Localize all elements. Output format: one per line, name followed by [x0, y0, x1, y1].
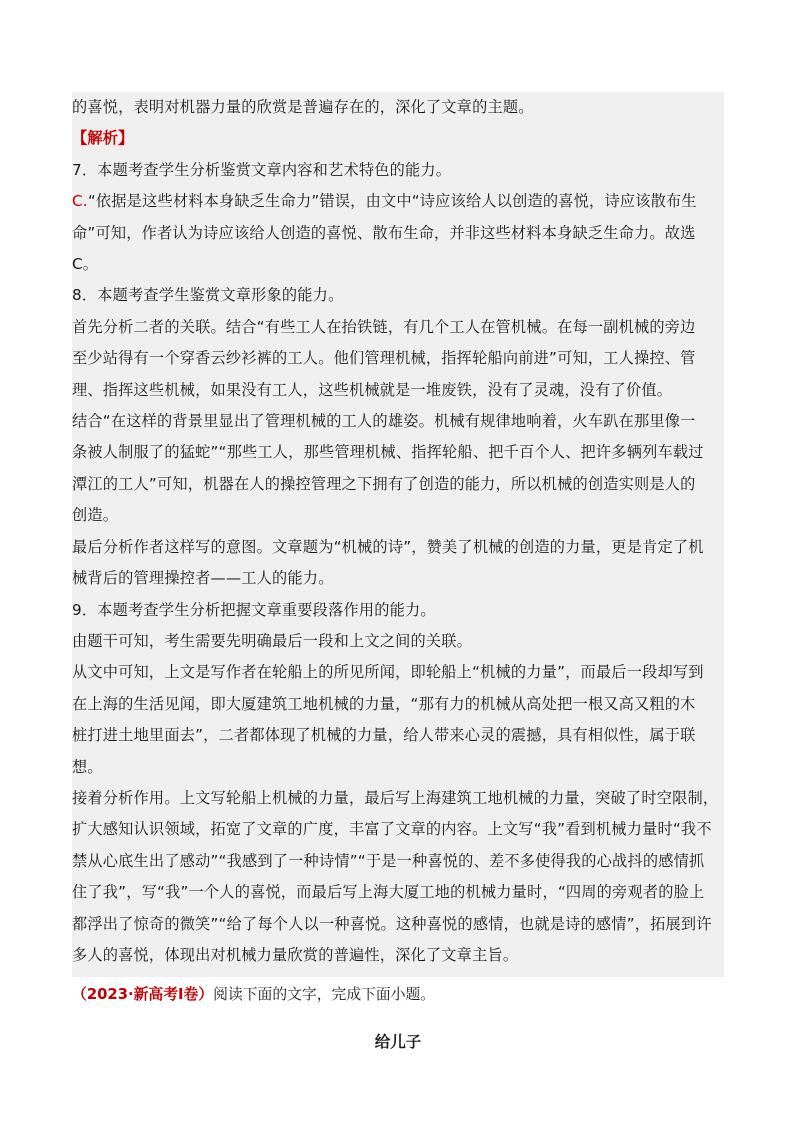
text-line	[72, 752, 724, 783]
source-exam: 新高考Ⅰ卷	[133, 986, 199, 1004]
source-open-paren: （	[72, 986, 87, 1004]
text-segment: 在上海的生活见闻，即大厦建筑工地机械的力量，“那有力的机械从高处把一根又高又粗的木	[72, 694, 696, 713]
text-line	[72, 406, 724, 437]
text-line	[72, 940, 724, 971]
text-segment: C.	[72, 192, 88, 211]
text-segment: 至少站得有一个穿香云纱衫裤的工人。他们管理机械，指挥轮船向前进”可知，工人操控、管	[72, 349, 696, 368]
text-segment: 理、指挥这些机械，如果没有工人，这些机械就是一堆废铁，没有了灵魂，没有了价值。	[72, 380, 673, 399]
source-year: 2023	[86, 986, 128, 1004]
text-segment: 扩大感知认识领域，拓宽了文章的广度，丰富了文章的内容。上文写“我”看到机械力量时“我不	[72, 820, 712, 839]
text-line	[72, 657, 724, 688]
answer-analysis-block	[72, 92, 724, 977]
text-line	[72, 437, 724, 468]
text-line	[72, 877, 724, 908]
text-segment: 都浮出了惊奇的微笑”“给了每个人以一种喜悦。这种喜悦的感情，也就是诗的感情”，拓展到许	[72, 914, 712, 933]
text-line	[72, 186, 724, 217]
text-line	[72, 814, 724, 845]
text-segment: 8．本题考查学生鉴赏文章形象的能力。	[72, 286, 344, 305]
text-line	[72, 249, 724, 280]
text-segment: “依据是这些材料本身缺乏生命力”错误，由文中“诗应该给人以创造的喜悦，诗应该散布生	[87, 192, 697, 211]
text-line	[72, 343, 724, 374]
text-segment: 【解析】	[72, 129, 134, 148]
text-segment: 9．本题考查学生分析把握文章重要段落作用的能力。	[72, 600, 436, 619]
text-line	[72, 123, 724, 154]
source-dot: ·	[128, 986, 134, 1004]
text-segment: 多人的喜悦，体现出对机械力量欣赏的普遍性，深化了文章主旨。	[72, 945, 519, 964]
text-segment: 命”可知，作者认为诗应该给人创造的喜悦、散布生命，并非这些材料本身缺乏生命力。故选	[72, 223, 696, 242]
text-segment: 禁从心底生出了感动”“我感到了一种诗情”“于是一种喜悦的、差不多使得我的心战抖的感情抓	[72, 851, 705, 870]
article-title: 给儿子	[374, 1033, 422, 1052]
source-close-paren: ）	[198, 986, 214, 1004]
text-line	[72, 280, 724, 311]
text-line	[72, 689, 724, 720]
text-segment: 条被人制服了的猛蛇”“那些工人，那些管理机械、指挥轮船、把千百个人、把许多辆列车载过	[72, 443, 704, 462]
text-line	[72, 312, 724, 343]
text-line	[72, 92, 724, 123]
text-segment: C。	[72, 255, 99, 274]
source-instruction: 阅读下面的文字，完成下面小题。	[213, 986, 436, 1004]
text-line	[72, 218, 724, 249]
text-segment: 械背后的管理操控者——工人的能力。	[72, 569, 334, 588]
text-segment: 创造。	[72, 506, 119, 525]
text-line	[72, 783, 724, 814]
text-line	[72, 500, 724, 531]
text-segment: 住了我”，写“我”一个人的喜悦，而最后写上海大厦工地的机械力量时，“四周的旁观者的脸上	[72, 883, 705, 902]
text-segment: 从文中可知，上文是写作者在轮船上的所见所闻，即轮船上“机械的力量”，而最后一段却写到	[72, 663, 704, 682]
text-line	[72, 626, 724, 657]
text-segment: 的喜悦，表明对机器力量的欣赏是普遍存在的，深化了文章的主题。	[72, 98, 534, 116]
text-line	[72, 720, 724, 751]
document-body	[72, 92, 724, 1052]
text-segment: 由题干可知，考生需要先明确最后一段和上文之间的关联。	[72, 631, 473, 650]
text-segment: 最后分析作者这样写的意图。文章题为“机械的诗”，赞美了机械的创造的力量，更是肯定了机	[72, 537, 704, 556]
text-line	[72, 155, 724, 186]
text-segment: 想。	[72, 757, 103, 776]
text-segment: 7．本题考查学生分析鉴赏文章内容和艺术特色的能力。	[72, 160, 452, 179]
text-line	[72, 532, 724, 563]
text-line	[72, 563, 724, 594]
text-segment: 结合“在这样的背景里显出了管理机械的工人的雄姿。机械有规律地响着，火车趴在那里像一	[72, 412, 696, 431]
text-segment: 首先分析二者的关联。结合“有些工人在抬铁链，有几个工人在管机械。在每一副机械的旁边	[72, 317, 696, 336]
text-line	[72, 469, 724, 500]
text-segment: 潭江的工人”可知，机器在人的操控管理之下拥有了创造的能力，所以机械的创造实则是人的	[72, 474, 696, 493]
text-line	[72, 375, 724, 406]
text-segment: 接着分析作用。上文写轮船上机械的力量，最后写上海建筑工地机械的力量，突破了时空限制，	[72, 788, 719, 807]
text-segment: 桩打进土地里面去”，二者都体现了机械的力量，给人带来心灵的震撼，具有相似性，属于联	[72, 726, 696, 745]
source-line	[72, 979, 724, 1010]
text-line	[72, 846, 724, 877]
text-line	[72, 595, 724, 626]
text-line	[72, 909, 724, 940]
